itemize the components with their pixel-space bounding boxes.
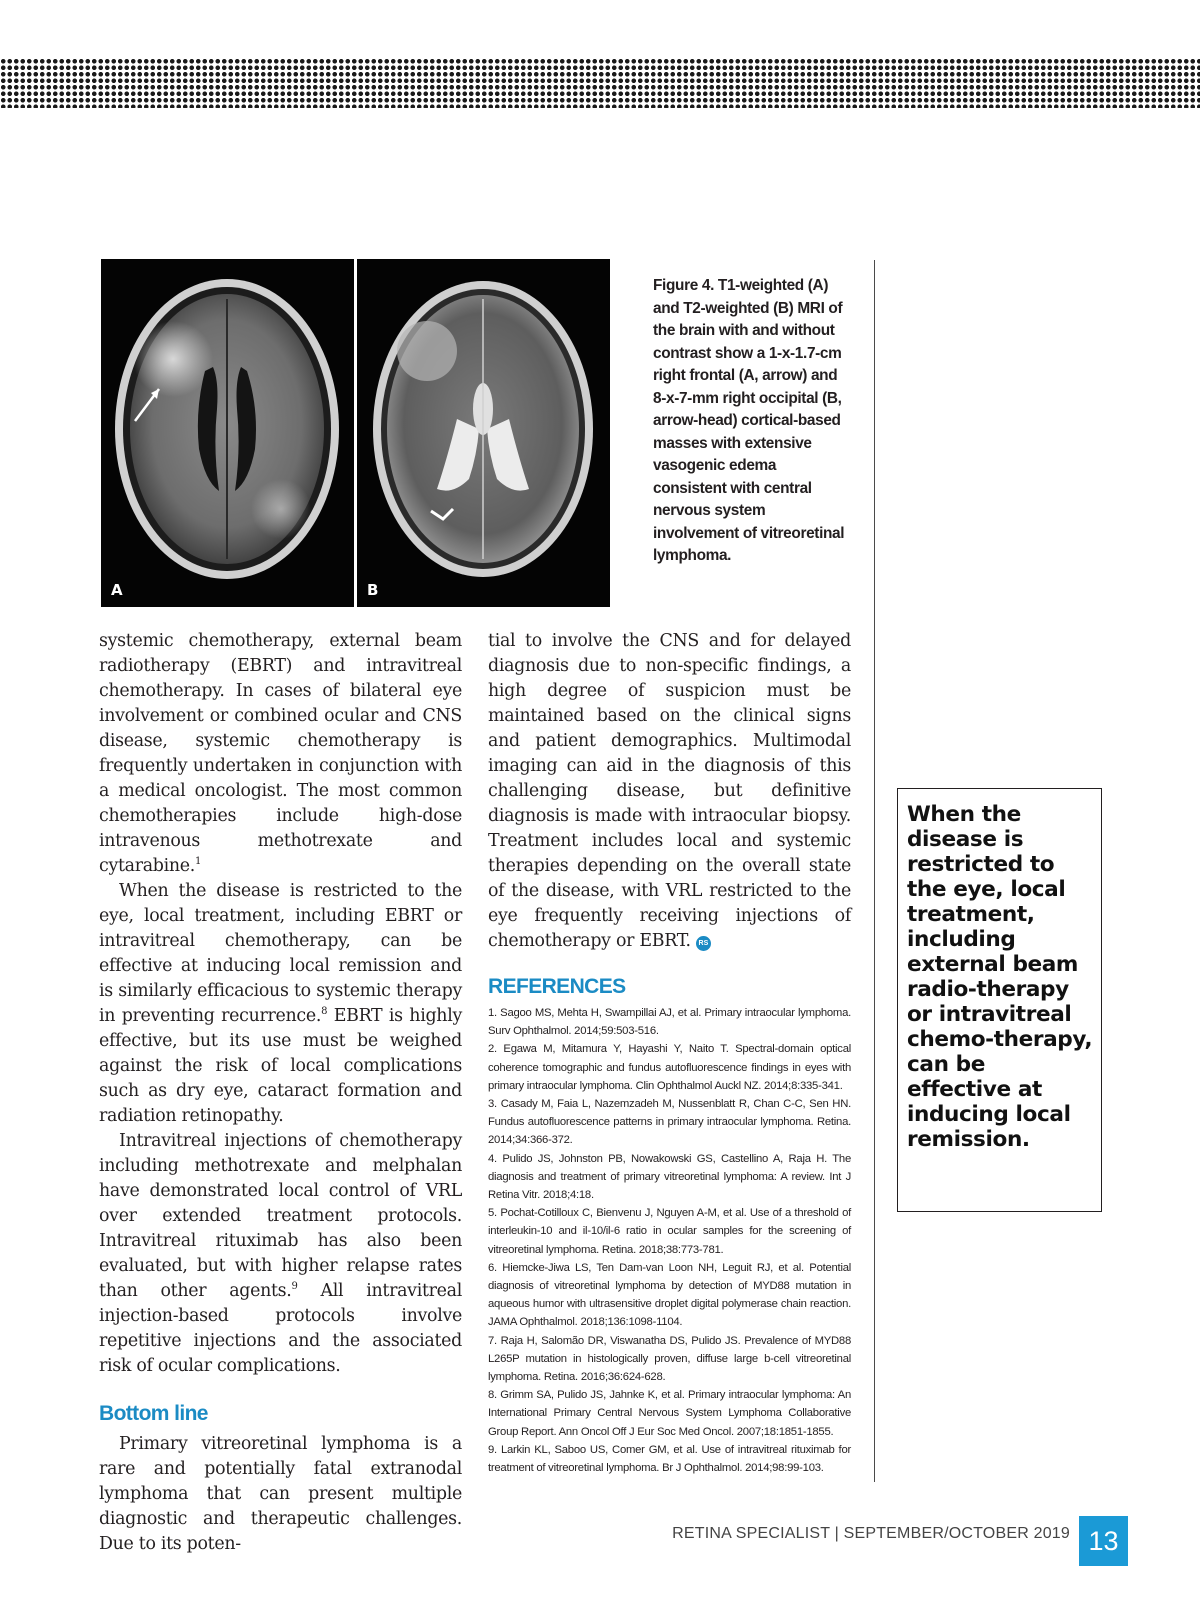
reference-superscript: 9	[291, 1281, 298, 1293]
section-heading-bottom-line: Bottom line	[99, 1402, 208, 1425]
reference-superscript: 1	[195, 856, 202, 868]
body-paragraph: When the disease is restricted to the eye, local treatment, including EBRT or intravitreal chemotherapy, can be effective at inducing local remission and is similarly efficacious to systemic therapy in preventing recurrence.$^8$ EBRT is highly effective, but its use must be weighed against the risk of local complications such as dry eye, cataract formation and radiation retinopathy.	[99, 881, 462, 1126]
body-column-2	[488, 629, 851, 1477]
reference-item: 3. Casady M, Faia L, Nazemzadeh M, Nussenblatt R, Chan C-C, Sen HN. Fundus autofluorescence patterns in primary intraocular lymphoma. Retina. 2014;34:366-372.	[488, 1098, 851, 1147]
reference-superscript: 8	[321, 1006, 328, 1018]
figure-caption: Figure 4. T1-weighted (A) and T2-weighted (B) MRI of the brain with and without contrast show a 1-x-1.7-cm right frontal (A, arrow) and 8-x-7-mm right occipital (B, arrow-head) cortical-based masses with extensive vasogenic edema consistent with central nervous system involvement of vitreoretinal lymphoma.	[653, 277, 845, 564]
reference-item: 7. Raja H, Salomão DR, Viswanatha DS, Pulido JS. Prevalence of MYD88 L265P mutation in histologically proven, diffuse large b-cell vitreoretinal lymphoma. Retina. 2016;36:624-628.	[488, 1334, 851, 1384]
mri-image-a	[101, 259, 354, 607]
reference-item: 8. Grimm SA, Pulido JS, Jahnke K, et al. Primary intraocular lymphoma: An International Primary Central Nervous System Lymphoma Collaborative Group Report. Ann Oncol Off J Eur Soc Med Oncol. 2007;18:1851-1855.	[488, 1389, 851, 1438]
body-paragraph: Primary vitreoretinal lymphoma is a rare and potentially fatal extranodal lymphoma that can present multiple diagnostic and therapeutic challenges. Due to its poten-	[99, 1434, 462, 1554]
panel-label-a: A	[111, 581, 123, 599]
reference-item: 9. Larkin KL, Saboo US, Comer GM, et al. Use of intravitreal rituximab for treatment of vitreoretinal lymphoma. Br J Ophthalmol. 2014;98:99-103.	[488, 1443, 851, 1475]
column-divider	[874, 260, 875, 1482]
mri-image-b	[357, 259, 610, 607]
pull-quote: When the disease is restricted to the eye, local treatment, including external beam radio-therapy or intravitreal chemo-therapy, can be effective at inducing local remission.	[897, 788, 1102, 1212]
end-mark-icon: RS	[696, 936, 711, 951]
body-paragraph: systemic chemotherapy, external beam radiotherapy (EBRT) and intravitreal chemotherapy. In cases of bilateral eye involvement or combined ocular and CNS disease, systemic chemotherapy is frequently undertaken in conjunction with a medical oncologist. The most common chemotherapies include high-dose intravenous methotrexate and cytarabine.$^1$	[99, 631, 462, 876]
panel-label-b: B	[367, 581, 379, 599]
body-column-1	[99, 629, 462, 1557]
references-heading: REFERENCES	[488, 975, 626, 998]
reference-item: 5. Pochat-Cotilloux C, Bienvenu J, Nguyen A-M, et al. Use of a threshold of interleukin-10 and il-10/il-6 ratio in ocular samples for the screening of vitreoretinal lymphoma. Retina. 2018;38:773-781.	[488, 1207, 851, 1256]
page-number: 13	[1079, 1516, 1128, 1566]
body-paragraph: tial to involve the CNS and for delayed diagnosis due to non-specific findings, a high degree of suspicion must be maintained based on the clinical signs and patient demographics. Multimodal imaging can aid in the diagnosis of this challenging disease, but definitive diagnosis is made with intraocular biopsy. Treatment includes local and systemic therapies depending on the overall state of the disease, with VRL restricted to the eye frequently receiving injections of chemotherapy or EBRT. RS	[488, 631, 851, 951]
references-list	[488, 1004, 851, 1477]
reference-item: 4. Pulido JS, Johnston PB, Nowakowski GS, Castellino A, Raja H. The diagnosis and treatment of primary vitreoretinal lymphoma: A review. Int J Retina Vitr. 2018;4:18.	[488, 1152, 851, 1202]
reference-item: 6. Hiemcke-Jiwa LS, Ten Dam-van Loon NH, Leguit RJ, et al. Potential diagnosis of vitreoretinal lymphoma by detection of MYD88 mutation in aqueous humor with ultrasensitive droplet digital polymerase chain reaction. JAMA Ophthalmol. 2018;136:1098-1104.	[488, 1261, 851, 1329]
reference-item: 1. Sagoo MS, Mehta H, Swampillai AJ, et al. Primary intraocular lymphoma. Surv Ophthalmol. 2014;59:503-516.	[488, 1007, 851, 1038]
reference-item: 2. Egawa M, Mitamura Y, Hayashi Y, Naito T. Spectral-domain optical coherence tomographic and fundus autofluorescence findings in eyes with primary intraocular lymphoma. Clin Ophthalmol Auckl NZ. 2014;8:335-341.	[488, 1043, 851, 1092]
footer-publication: RETINA SPECIALIST | SEPTEMBER/OCTOBER 2019	[672, 1525, 1070, 1542]
decorative-dot-band	[0, 58, 1200, 108]
body-paragraph: Intravitreal injections of chemotherapy including methotrexate and melphalan have demonstrated local control of VRL over extended treatment protocols. Intravitreal rituximab has also been evaluated, but with higher relapse rates than other agents.$^9$ All intravitreal injection-based protocols involve repetitive injections and the associated risk of ocular complications.	[99, 1131, 462, 1376]
